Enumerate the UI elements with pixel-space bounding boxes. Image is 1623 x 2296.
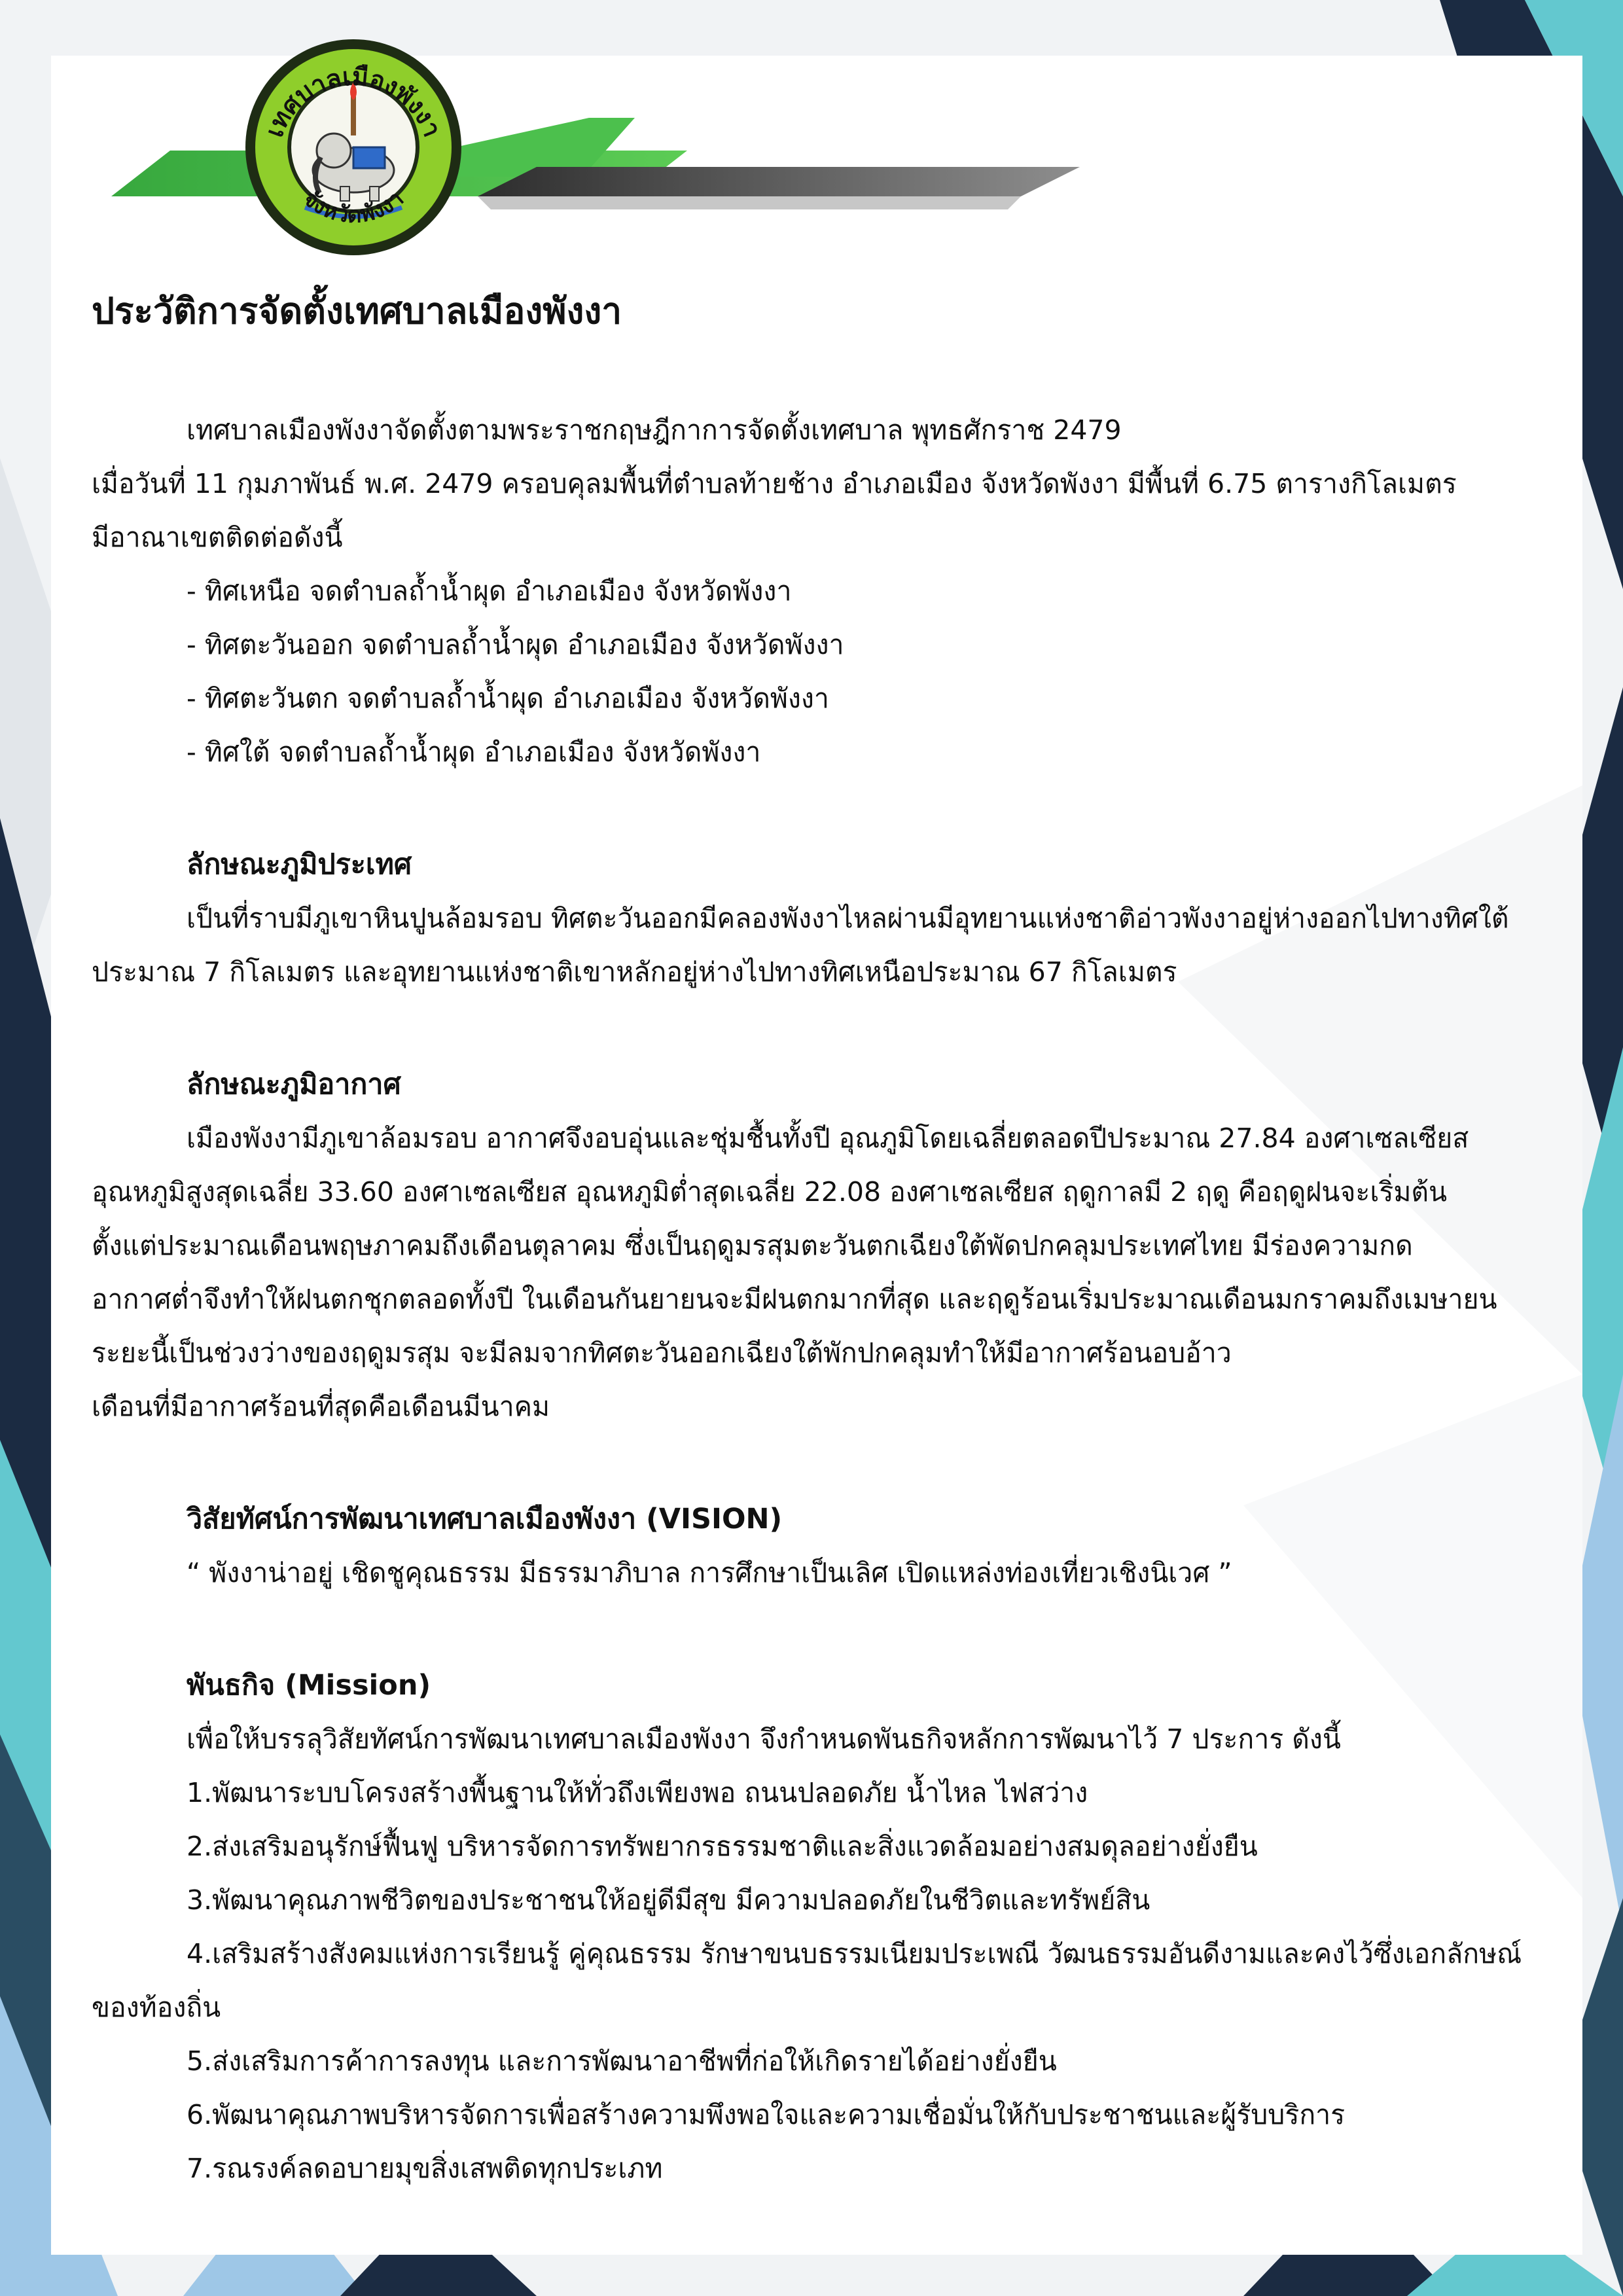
svg-text:จังหวัดพังงา xyxy=(298,185,408,228)
climate-line-4: อากาศต่ำจึงทำให้ฝนตกชุกตลอดทั้งปี ในเดือนกันยายนจะมีฝนตกมากที่สุด และฤดูร้อนเริ่มประมาณเดือนมกราคมถึงเมษายน xyxy=(92,1283,1497,1315)
page-title: ประวัติการจัดตั้งเทศบาลเมืองพังงา xyxy=(92,290,622,332)
geography-heading: ลักษณะภูมิประเทศ xyxy=(187,848,412,881)
climate-line-1: เมืองพังงามีภูเขาล้อมรอบ อากาศจึงอบอุ่นและชุ่มชื้นทั้งปี อุณภูมิโดยเฉลี่ยตลอดปีประมาณ 27.84 องศาเซลเซียส xyxy=(187,1122,1469,1154)
border-item: - ทิศตะวันตก จดตำบลถ้ำน้ำผุด อำเภอเมือง จังหวัดพังงา xyxy=(187,683,829,714)
logo-top-text: เทศบาลเมืองพังงา xyxy=(259,62,448,141)
mission-item-4: 4.เสริมสร้างสังคมแห่งการเรียนรู้ คู่คุณธรรม รักษาขนบธรรมเนียมประเพณี วัฒนธรรมอันดีงามและคงไว้ซึ่งเอกลักษณ์ xyxy=(187,1938,1522,1969)
climate-line-5: ระยะนี้เป็นช่วงว่างของฤดูมรสุม จะมีลมจากทิศตะวันออกเฉียงใต้พักปกคลุมทำให้มีอากาศร้อนอบอ้าว xyxy=(92,1337,1232,1369)
mission-item-5: 5.ส่งเสริมการค้าการลงทุน และการพัฒนาอาชีพที่ก่อให้เกิดรายได้อย่างยั่งยืน xyxy=(187,2045,1057,2077)
intro-line-1: เทศบาลเมืองพังงาจัดตั้งตามพระราชกฤษฎีกาการจัดตั้งเทศบาล พุทธศักราช 2479 xyxy=(187,414,1122,446)
logo-bottom-text: จังหวัดพังงา xyxy=(298,185,409,228)
mission-item-3: 3.พัฒนาคุณภาพชีวิตของประชาชนให้อยู่ดีมีสุข มีความปลอดภัยในชีวิตและทรัพย์สิน xyxy=(187,1884,1150,1916)
mission-item-6: 6.พัฒนาคุณภาพบริหารจัดการเพื่อสร้างความพึงพอใจและความเชื่อมั่นให้กับประชาชนและผู้รับบริการ xyxy=(187,2099,1346,2130)
border-item: - ทิศตะวันออก จดตำบลถ้ำน้ำผุด อำเภอเมือง จังหวัดพังงา xyxy=(187,629,844,660)
geography-line-1: เป็นที่ราบมีภูเขาหินปูนล้อมรอบ ทิศตะวันออกมีคลองพังงาไหลผ่านมีอุทยานแห่งชาติอ่าวพังงาอยู่ห่างออกไปทางทิศใต้ xyxy=(187,903,1509,934)
mission-heading: พันธกิจ (Mission) xyxy=(187,1669,431,1702)
geography-line-2: ประมาณ 7 กิโลเมตร และอุทยานแห่งชาติเขาหลักอยู่ห่างไปทางทิศเหนือประมาณ 67 กิโลเมตร xyxy=(92,956,1177,988)
intro-line-2: เมื่อวันที่ 11 กุมภาพันธ์ พ.ศ. 2479 ครอบคุลมพื้นที่ตำบลท้ายช้าง อำเภอเมือง จังหวัดพังงา มีพื้นที่ 6.75 ตารางกิโลเมตร xyxy=(92,468,1457,499)
mission-item-1: 1.พัฒนาระบบโครงสร้างพื้นฐานให้ทั่วถึงเพียงพอ ถนนปลอดภัย น้ำไหล ไฟสว่าง xyxy=(187,1777,1088,1808)
mission-intro: เพื่อให้บรรลุวิสัยทัศน์การพัฒนาเทศบาลเมืองพังงา จึงกำหนดพันธกิจหลักการพัฒนาไว้ 7 ประการ ดังนี้ xyxy=(187,1723,1341,1755)
vision-statement: “ พังงาน่าอยู่ เชิดชูคุณธรรม มีธรรมาภิบาล การศึกษาเป็นเลิศ เปิดแหล่งท่องเที่ยวเชิงนิเวศ ” xyxy=(187,1557,1232,1588)
document-body xyxy=(92,281,1531,2195)
climate-heading: ลักษณะภูมิอากาศ xyxy=(187,1068,401,1101)
climate-line-6: เดือนที่มีอากาศร้อนที่สุดคือเดือนมีนาคม xyxy=(92,1391,550,1422)
vision-heading: วิสัยทัศน์การพัฒนาเทศบาลเมืองพังงา (VISION) xyxy=(187,1503,783,1535)
climate-line-2: อุณหภูมิสูงสุดเฉลี่ย 33.60 องศาเซลเซียส อุณหภูมิต่ำสุดเฉลี่ย 22.08 องศาเซลเซียส ฤดูกาลมี 2 ฤดู คือฤดูฝนจะเริ่มต้น xyxy=(92,1176,1448,1208)
svg-text:เทศบาลเมืองพังงา xyxy=(260,62,447,141)
border-item: - ทิศใต้ จดตำบลถ้ำน้ำผุด อำเภอเมือง จังหวัดพังงา xyxy=(187,736,761,768)
mission-item-4-continued: ของท้องถิ่น xyxy=(92,1992,221,2023)
intro-line-3: มีอาณาเขตติดต่อดังนี้ xyxy=(92,522,343,553)
climate-line-3: ตั้งแต่ประมาณเดือนพฤษภาคมถึงเดือนตุลาคม ซึ่งเป็นฤดูมรสุมตะวันตกเฉียงใต้พัดปกคลุมประเทศไทย มีร่องความกด xyxy=(92,1230,1413,1261)
mission-item-2: 2.ส่งเสริมอนุรักษ์ฟื้นฟู บริหารจัดการทรัพยากรธรรมชาติและสิ่งแวดล้อมอย่างสมดุลอย่างยั่งยืน xyxy=(187,1831,1258,1862)
mission-item-7: 7.รณรงค์ลดอบายมุขสิ่งเสพติดทุกประเภท xyxy=(187,2153,663,2184)
border-item: - ทิศเหนือ จดตำบลถ้ำน้ำผุด อำเภอเมือง จังหวัดพังงา xyxy=(187,575,792,607)
municipality-logo xyxy=(242,36,465,259)
